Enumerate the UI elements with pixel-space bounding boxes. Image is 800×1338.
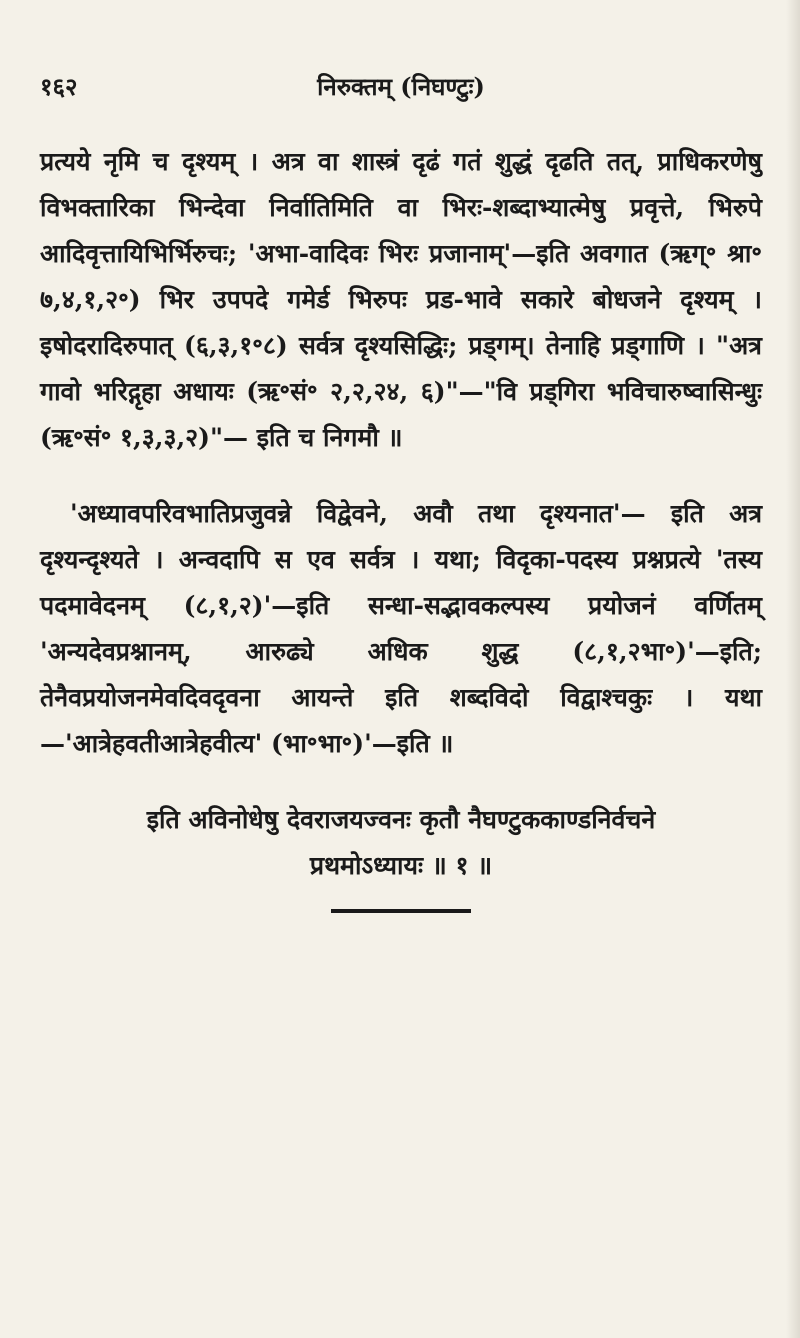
running-title: निरुक्तम् (निघण्टुः) xyxy=(317,72,485,101)
colophon-line-1: इति अविनोधेषु देवराजयज्वनः कृतौ नैघण्टुककाण्डनिर्वचने xyxy=(146,805,656,834)
paragraph-2: 'अध्यावपरिवभातिप्रजुवन्ने विद्वेवने, अवौ तथा दृश्यनात'— इति अत्र दृश्यन्दृश्यते । अन्वदापि स एव सर्वत्र । यथा; विदृका-पदस्य प्रश्नप्रत्ये 'तस्य पदमावेदनम् (८,१,२)'—इति सन्धा-सद्भावकल्पस्य प्रयोजनं वर्णितम् 'अन्यदेवप्रश्नानम्, आरुढ्ये अधिक शुद्ध (८,१,२भा॰)'—इति; तेनैवप्रयोजनमेवदिवदृवना आयन्ते इति शब्दविदो विद्वाश्चकुः । यथा—'आत्रेहवतीआत्रेहवीत्य' (भा॰भा॰)'—इति ॥ xyxy=(40,499,762,758)
end-rule xyxy=(331,909,471,913)
page-header xyxy=(40,70,762,103)
colophon xyxy=(40,797,762,889)
colophon-line-2: प्रथमोऽध्यायः ॥ १ ॥ xyxy=(309,851,493,880)
paragraph-1: प्रत्यये नृमि च दृश्यम् । अत्र वा शास्त्रं दृढं गतं शुद्धं दृढति तत्, प्राधिकरणेषु विभक्तारिका भिन्देवा निर्वातिमिति वा भिरः-शब्दाभ्यात्मेषु प्रवृत्ते, भिरुपे आदिवृत्तायिभिर्भिरुचः; 'अभा-वादिवः भिरः प्रजानाम्'—इति अवगात (ऋग्॰ श्रा॰ ७,४,१,२॰) भिर उपपदे गमेर्ड भिरुपः प्रड-भावे सकारे बोधजने दृश्यम् । इषोदरादिरुपात् (६,३,१॰८) सर्वत्र दृश्यसिद्धिः; प्रड्गम्। तेनाहि प्रड्गाणि । "अत्र गावो भरिद्गृहा अधायः (ऋ॰सं॰ २,२,२४, ६)"—"वि प्रड्गिरा भविचारुष्वासिन्धुः (ऋ॰सं॰ १,३,३,२)"— इति च निगमौ ॥ xyxy=(40,147,762,452)
page-number: १६२ xyxy=(40,72,78,101)
page-edge-shadow xyxy=(786,0,800,1338)
